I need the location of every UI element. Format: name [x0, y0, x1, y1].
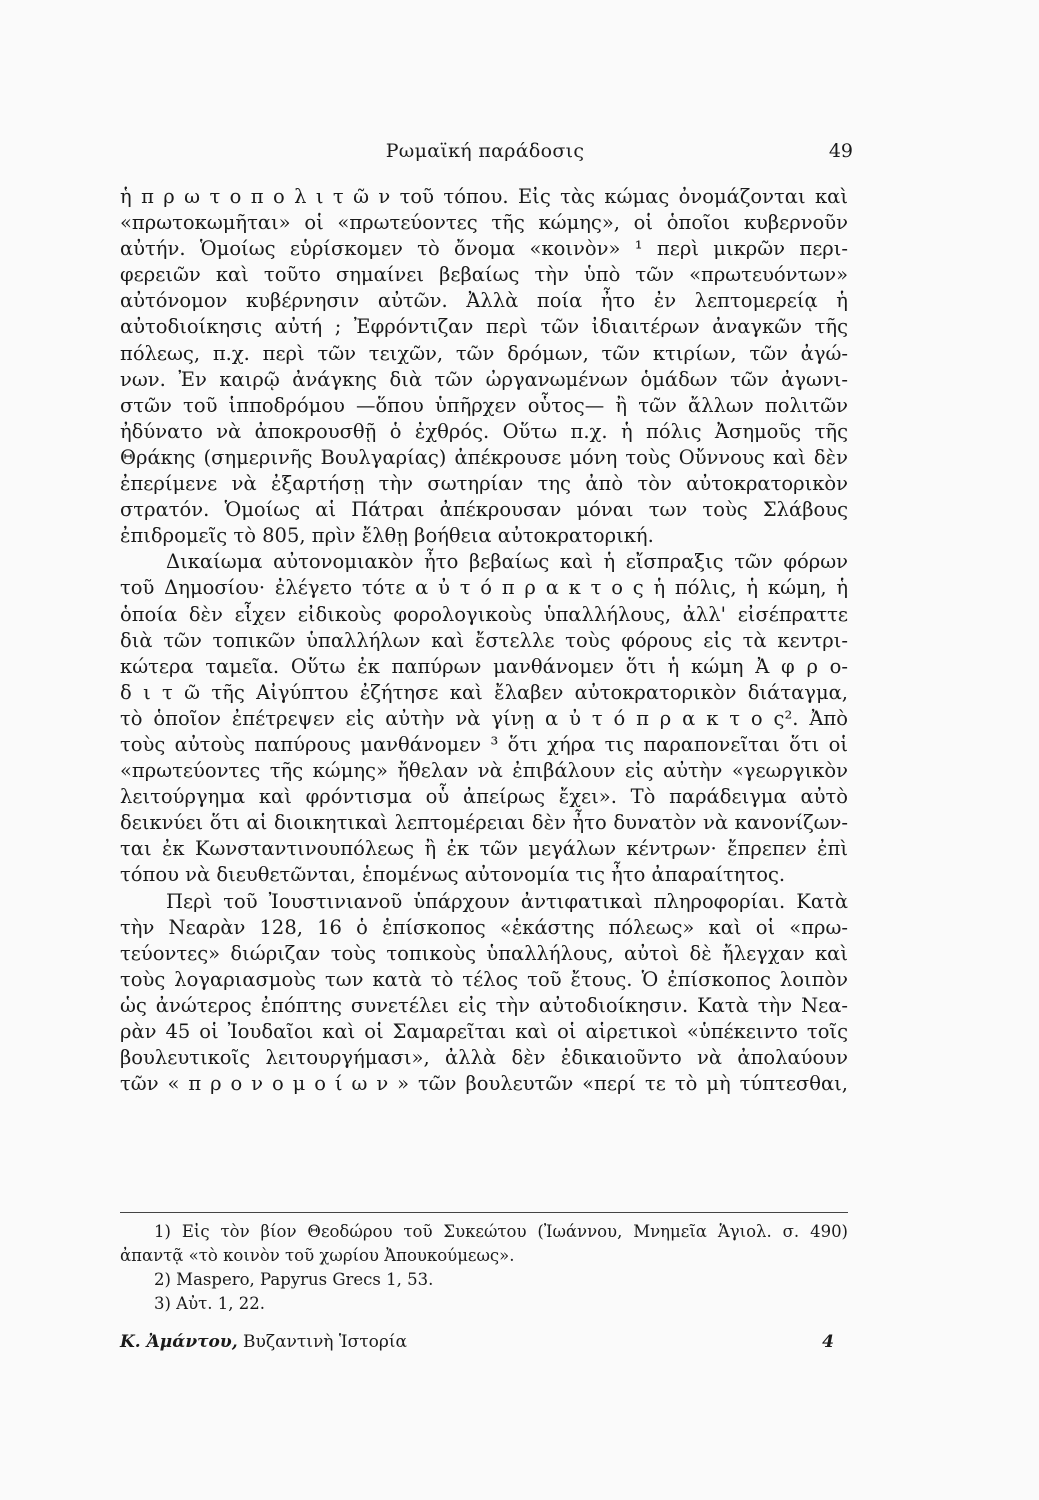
running-head [120, 140, 853, 170]
text-line: στρατόν. Ὁμοίως αἱ Πάτραι ἀπέκρουσαν μόναι των τοὺς Σλάβους [120, 498, 848, 522]
text-line: ἐπιδρομεῖς τὸ 805, πρὶν ἔλθῃ βοήθεια αὐτοκρατορική. [120, 524, 654, 548]
text-line: τῶν « π ρ ο ν ο μ ο ί ω ν » τῶν βουλευτῶν «περί τε τὸ μὴ τύπτεσθαι, [120, 1072, 848, 1096]
text-line: δεικνύει ὅτι αἱ διοικητικαὶ λεπτομέρειαι δὲν ἦτο δυνατὸν νὰ κανονίζων- [120, 811, 848, 835]
text-line: βουλευτικοῖς λειτουργήμασι», ἀλλὰ δὲν ἐδικαιοῦντο νὰ ἀπολαύουν [120, 1046, 848, 1070]
text-line: αὐτόνομον κυβέρνησιν αὐτῶν. Ἀλλὰ ποία ἦτο ἐν λεπτομερείᾳ ἡ [120, 289, 848, 313]
text-line: λειτούργημα καὶ φρόντισμα οὗ ἀπείρως ἔχει». Τὸ παράδειγμα αὐτὸ [120, 785, 848, 809]
text-line: τοὺς λογαριασμοὺς των κατὰ τὸ τέλος τοῦ ἔτους. Ὁ ἐπίσκοπος λοιπὸν [120, 967, 848, 991]
text-line: ρὰν 45 οἱ Ἰουδαῖοι καὶ οἱ Σαμαρεῖται καὶ οἱ αἱρετικοὶ «ὑπέκειντο τοῖς [120, 1020, 848, 1043]
text-line: «πρωτεύοντες τῆς κώμης» ἤθελαν νὰ ἐπιβάλουν εἰς αὐτὴν «γεωργικὸν [120, 759, 848, 783]
text-line: ἡ π ρ ω τ ο π ο λ ι τ ῶ ν τοῦ τόπου. Εἰς τὰς κώμας ὀνομάζονται καὶ [120, 185, 848, 208]
text-line: ὡς ἀνώτερος ἐπόπτης συνετέλει εἰς τὴν αὐτοδιοίκησιν. Κατὰ τὴν Νεα- [120, 993, 848, 1017]
running-title: Ρωμαϊκή παράδοσις [385, 140, 585, 162]
footnote: ἀπαντᾷ «τὸ κοινὸν τοῦ χωρίου Ἀπουκούμεως». [120, 1246, 515, 1265]
text-line: αὐτοδιοίκησις αὐτή ; Ἐφρόντιζαν περὶ τῶν ἰδιαιτέρων ἀναγκῶν τῆς [120, 315, 848, 339]
text-line: τοὺς αὐτοὺς παπύρους μανθάνομεν ³ ὅτι χήρα τις παραπονεῖται ὅτι οἱ [120, 732, 848, 756]
footnotes [120, 1220, 848, 1316]
text-line: τὸ ὁποῖον ἐπέτρεψεν εἰς αὐτὴν νὰ γίνῃ α ὐ τ ό π ρ α κ τ ο ς². Ἀπὸ [120, 706, 848, 730]
text-line: στῶν τοῦ ἱπποδρόμου —ὅπου ὑπῆρχεν οὗτος— ἢ τῶν ἄλλων πολιτῶν [120, 393, 848, 417]
text-line: Περὶ τοῦ Ἰουστινιανοῦ ὑπάρχουν ἀντιφατικαὶ πληροφορίαι. Κατὰ [166, 889, 848, 913]
text-line: ἐπερίμενε νὰ ἐξαρτήσῃ τὴν σωτηρίαν της ἀπὸ τὸν αὐτοκρατορικὸν [120, 472, 848, 496]
text-line: κώτερα ταμεῖα. Οὕτω ἐκ παπύρων μανθάνομεν ὅτι ἡ κώμη Ἀ φ ρ ο- [120, 654, 848, 678]
signature-author: Κ. Ἀμάντου, [120, 1332, 238, 1352]
text-line: τεύοντες» διώριζαν τοὺς τοπικοὺς ὑπαλλήλους, αὐτοὶ δὲ ἤλεγχαν καὶ [120, 941, 848, 965]
text-line: φερειῶν καὶ τοῦτο σημαίνει βεβαίως τὴν ὑπὸ τῶν «πρωτευόντων» [120, 263, 848, 287]
text-line: τὴν Νεαρὰν 128, 16 ὁ ἐπίσκοπος «ἑκάστης πόλεως» καὶ οἱ «πρω- [120, 915, 848, 939]
text-line: ἠδύνατο νὰ ἀποκρουσθῇ ὁ ἐχθρός. Οὕτω π.χ. ἡ πόλις Ἀσημοῦς τῆς [120, 419, 848, 443]
text-line: ὁποία δὲν εἶχεν εἰδικοὺς φορολογικοὺς ὑπαλλήλους, ἀλλ' εἰσέπραττε [120, 602, 848, 626]
text-line: Θράκης (σημερινῆς Βουλγαρίας) ἀπέκρουσε μόνη τοὺς Οὔννους καὶ δὲν [120, 445, 848, 469]
text-line: τόπου νὰ διευθετῶνται, ἑπομένως αὐτονομία τις ἦτο ἀπαραίτητος. [120, 863, 786, 887]
footnote: 3) Αὐτ. 1, 22. [154, 1294, 265, 1313]
text-line: δ ι τ ῶ τῆς Αἰγύπτου ἐζήτησε καὶ ἔλαβεν αὐτοκρατορικὸν διάταγμα, [120, 680, 848, 704]
text-line: διὰ τῶν τοπικῶν ὑπαλλήλων καὶ ἔστελλε τοὺς φόρους εἰς τὰ κεντρι- [120, 628, 848, 652]
page-number: 49 [828, 140, 853, 162]
body-text [120, 184, 848, 1097]
text-line: ται ἐκ Κωνσταντινουπόλεως ἢ ἐκ τῶν μεγάλων κέντρων· ἔπρεπεν ἐπὶ [120, 837, 848, 861]
signature-book: Βυζαντινὴ Ἱστορία [243, 1332, 407, 1352]
footnote: 2) Maspero, Papyrus Grecs 1, 53. [154, 1270, 434, 1289]
text-line: πόλεως, π.χ. περὶ τῶν τειχῶν, τῶν δρόμων, τῶν κτιρίων, τῶν ἀγώ- [120, 341, 848, 365]
text-line: «πρωτοκωμῆται» οἱ «πρωτεύοντες τῆς κώμης», οἱ ὁποῖοι κυβερνοῦν [120, 211, 848, 235]
text-line: Δικαίωμα αὐτονομιακὸν ἦτο βεβαίως καὶ ἡ εἴσπραξις τῶν φόρων [166, 550, 848, 574]
footnote: 1) Εἰς τὸν βίον Θεοδώρου τοῦ Συκεώτου (Ἰωάννου, Μνημεῖα Ἁγιολ. σ. 490) [154, 1222, 848, 1241]
text-line: αὐτήν. Ὁμοίως εὑρίσκομεν τὸ ὄνομα «κοινὸν» ¹ περὶ μικρῶν περι- [120, 237, 848, 261]
text-line: νων. Ἐν καιρῷ ἀνάγκης διὰ τῶν ὠργανωμένων ὁμάδων τῶν ἀγωνι- [120, 367, 848, 391]
signature-line [120, 1332, 848, 1358]
signature-sheet: 4 [822, 1332, 834, 1352]
footnote-rule [120, 1212, 848, 1213]
text-line: τοῦ Δημοσίου· ἐλέγετο τότε α ὐ τ ό π ρ α κ τ ο ς ἡ πόλις, ἡ κώμη, ἡ [120, 576, 848, 600]
